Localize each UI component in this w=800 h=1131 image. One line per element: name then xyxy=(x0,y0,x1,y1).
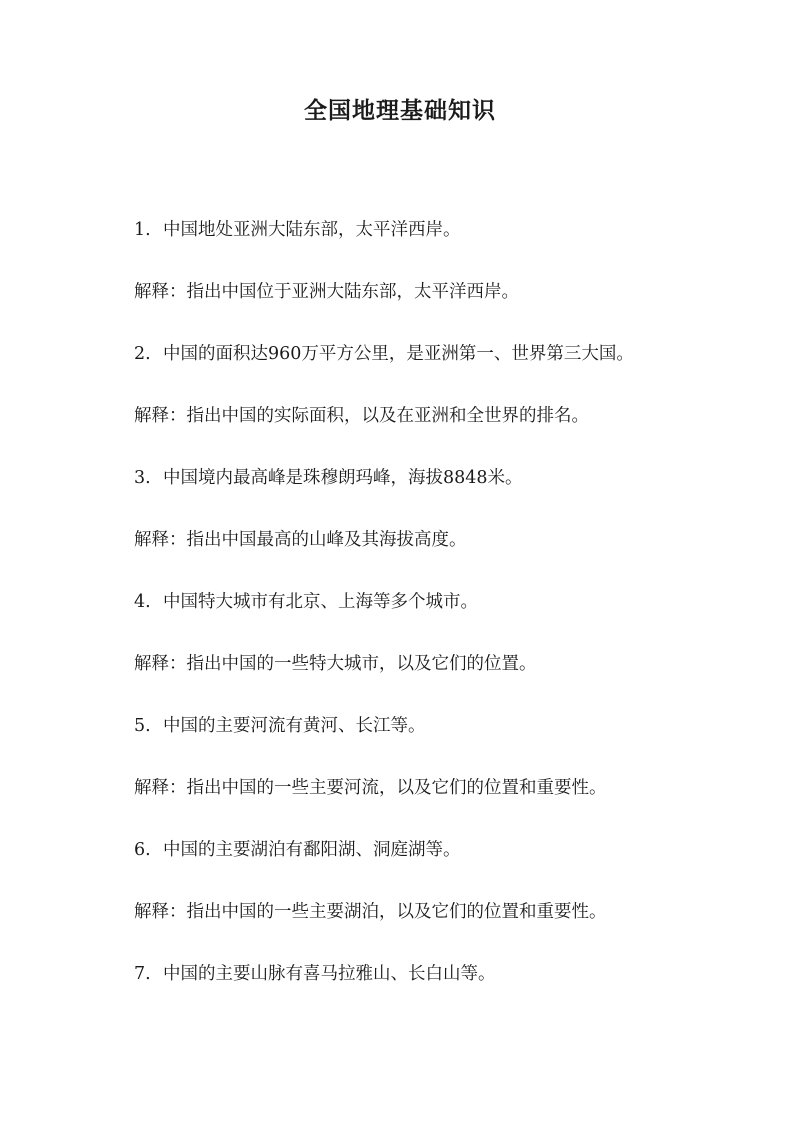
item-statement: 中国的主要湖泊有鄱阳湖、洞庭湖等。 xyxy=(163,840,461,860)
explanation-item-1: 解释：指出中国位于亚洲大陆东部，太平洋西岸。 xyxy=(134,282,519,302)
explanation-item-3: 解释：指出中国最高的山峰及其海拔高度。 xyxy=(134,530,467,550)
statement-item-3 xyxy=(134,464,523,492)
statement-item-4 xyxy=(134,588,478,616)
explanation-item-2: 解释：指出中国的实际面积，以及在亚洲和全世界的排名。 xyxy=(134,406,589,426)
item-statement: 中国的主要山脉有喜马拉雅山、长白山等。 xyxy=(163,964,496,984)
statement-item-5 xyxy=(134,712,426,740)
item-number: 7. xyxy=(134,964,151,984)
item-number: 5. xyxy=(134,716,151,736)
item-statement: 中国地处亚洲大陆东部，太平洋西岸。 xyxy=(163,220,461,240)
statement-item-6 xyxy=(134,836,461,864)
item-number: 6. xyxy=(134,840,151,860)
page-title: 全国地理基础知识 xyxy=(304,97,496,124)
item-number: 4. xyxy=(134,592,151,612)
statement-item-1 xyxy=(134,216,461,244)
explanation-item-4: 解释：指出中国的一些特大城市，以及它们的位置。 xyxy=(134,654,537,674)
item-statement: 中国的主要河流有黄河、长江等。 xyxy=(163,716,426,736)
item-statement: 中国特大城市有北京、上海等多个城市。 xyxy=(163,592,478,612)
item-statement: 中国的面积达960万平方公里，是亚洲第一、世界第三大国。 xyxy=(163,344,634,364)
explanation-item-5: 解释：指出中国的一些主要河流，以及它们的位置和重要性。 xyxy=(134,778,607,798)
item-statement: 中国境内最高峰是珠穆朗玛峰，海拔8848米。 xyxy=(163,468,523,488)
statement-item-7 xyxy=(134,960,496,988)
explanation-item-6: 解释：指出中国的一些主要湖泊，以及它们的位置和重要性。 xyxy=(134,902,607,922)
item-number: 1. xyxy=(134,220,151,240)
item-number: 3. xyxy=(134,468,151,488)
statement-item-2 xyxy=(134,340,634,368)
item-number: 2. xyxy=(134,344,151,364)
